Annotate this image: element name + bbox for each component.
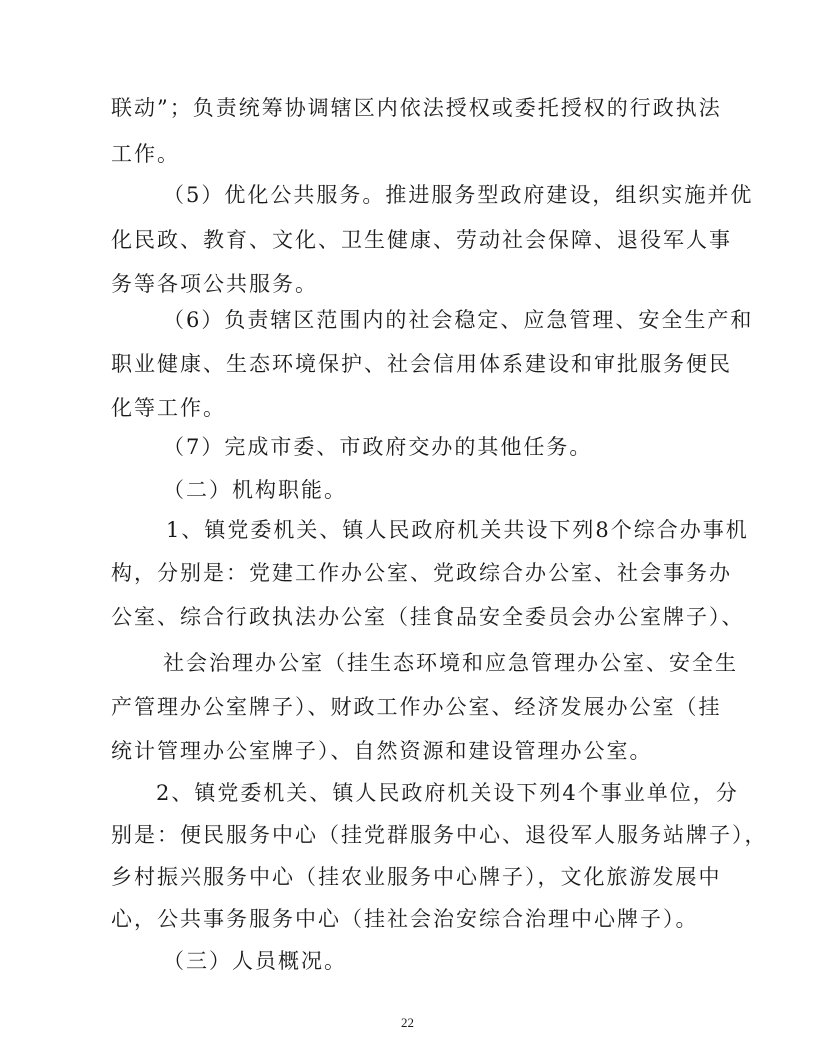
- text-line: 务等各项公共服务。: [111, 272, 318, 296]
- text-line: 2、镇党委机关、镇人民政府机关设下列4个事业单位，分: [156, 781, 739, 805]
- text-line: 产管理办公室牌子）、财政工作办公室、经济发展办公室（挂: [111, 695, 722, 719]
- text-line: 1、镇党委机关、镇人民政府机关共设下列8个综合办事机: [166, 518, 749, 542]
- text-line: 联动”；负责统筹协调辖区内依法授权或委托授权的行政执法: [111, 96, 722, 120]
- text-line: 工作。: [111, 142, 180, 166]
- text-line: 构，分别是：党建工作办公室、党政综合办公室、社会事务办: [111, 561, 732, 585]
- text-line: 别是：便民服务中心（挂党群服务中心、退役军人服务站牌子），: [111, 823, 768, 847]
- section-heading: （三）人员概况。: [163, 949, 347, 973]
- text-line: 统计管理办公室牌子）、自然资源和建设管理办公室。: [111, 739, 653, 763]
- text-line: 心，公共事务服务中心（挂社会治安综合治理中心牌子）。: [111, 907, 699, 931]
- page-number: 22: [401, 1015, 414, 1030]
- text-line: 职业健康、生态环境保护、社会信用体系建设和审批服务便民: [111, 352, 732, 376]
- text-line: 化民政、教育、文化、卫生健康、劳动社会保障、退役军人事: [111, 228, 732, 252]
- text-line: 乡村振兴服务中心（挂农业服务中心牌子），文化旅游发展中: [111, 865, 722, 889]
- text-line: （5）优化公共服务。推进服务型政府建设，组织实施并优: [163, 183, 754, 207]
- text-line: （6）负责辖区范围内的社会稳定、应急管理、安全生产和: [163, 308, 754, 332]
- section-heading: （二）机构职能。: [163, 478, 347, 502]
- text-line: （7）完成市委、市政府交办的其他任务。: [163, 435, 593, 459]
- text-line: 公室、综合行政执法办公室（挂食品安全委员会办公室牌子）、: [111, 605, 745, 629]
- text-line: 化等工作。: [111, 396, 226, 420]
- text-line: 社会治理办公室（挂生态环境和应急管理办公室、安全生: [163, 651, 738, 675]
